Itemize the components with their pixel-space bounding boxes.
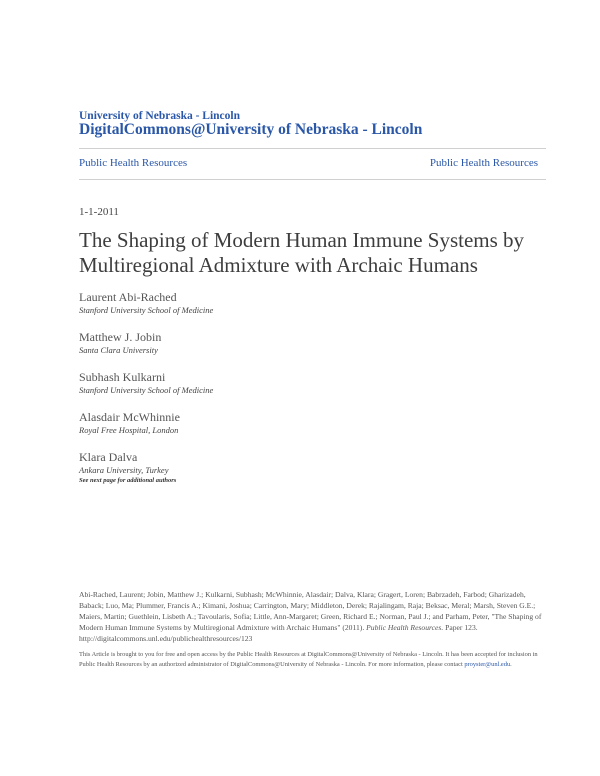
publication-date: 1-1-2011 [79, 206, 119, 218]
author-name: Matthew J. Jobin [79, 330, 162, 344]
contact-email-link[interactable]: proyster@unl.edu [464, 661, 511, 668]
citation-paper: Paper 123. [443, 623, 478, 632]
author-affiliation: Santa Clara University [79, 345, 158, 355]
article-title: The Shaping of Modern Human Immune Systems by Multiregional Admixture with Archaic Humans [79, 228, 525, 277]
author-name: Alasdair McWhinnie [79, 410, 180, 424]
author-name: Subhash Kulkarni [79, 370, 166, 384]
institution-name[interactable]: University of Nebraska - Lincoln [79, 110, 240, 122]
citation-text: Abi-Rached, Laurent; Jobin, Matthew J.; Kulkarni, Subhash; McWhinnie, Alasdair; Dalva, Klara; Gragert, Loren; Babrzadeh, Farbod; Gharizadeh, Baback; Luo, Ma; Plummer, Francis A.; Kimani, Joshua; Carrington, Mary; Middleton, Derek; Rajalingam, Raja; Beksac, Meral; Marsh, Steven G.E.; Maiers, Martin; Guethlein, Lisbeth A.; Tavoularis, Sofia; Little, Ann-Margaret; Green, Richard E.; Norman, Paul J.; and Parham, Peter, "The Shaping of Modern Human Immune Systems by Multiregional Admixture with Archaic Humans" (2011). [79, 590, 542, 632]
access-statement-text: This Article is brought to you for free and open access by the Public Health Resources at DigitalCommons@University of Nebraska - Lincoln. It has been accepted for inclusion in Public Health Resources by an authorized administrator of DigitalCommons@University of Nebraska - Lincoln. For more information, please contact [79, 651, 538, 668]
author-list [79, 290, 539, 490]
repository-name[interactable]: DigitalCommons@University of Nebraska - Lincoln [79, 121, 423, 138]
access-statement-end: . [510, 661, 512, 668]
author-affiliation: Stanford University School of Medicine [79, 305, 214, 315]
author-item [79, 450, 539, 476]
author-item [79, 290, 539, 316]
author-name: Laurent Abi-Rached [79, 290, 177, 304]
citation-journal: Public Health Resources. [366, 623, 444, 632]
author-item [79, 410, 539, 436]
author-affiliation: Stanford University School of Medicine [79, 385, 214, 395]
citation-block [79, 589, 549, 644]
divider-bottom [79, 179, 546, 180]
author-affiliation: Ankara University, Turkey [79, 465, 169, 475]
author-name: Klara Dalva [79, 450, 138, 464]
author-item [79, 370, 539, 396]
series-link-left[interactable]: Public Health Resources [79, 157, 188, 169]
author-item [79, 330, 539, 356]
divider-top [79, 148, 546, 149]
series-link-right[interactable]: Public Health Resources [429, 157, 538, 169]
access-statement [79, 650, 549, 670]
additional-authors-note: See next page for additional authors [79, 477, 177, 484]
citation-url-link[interactable]: http://digitalcommons.unl.edu/publichealthresources/123 [79, 634, 253, 643]
author-affiliation: Royal Free Hospital, London [79, 425, 179, 435]
